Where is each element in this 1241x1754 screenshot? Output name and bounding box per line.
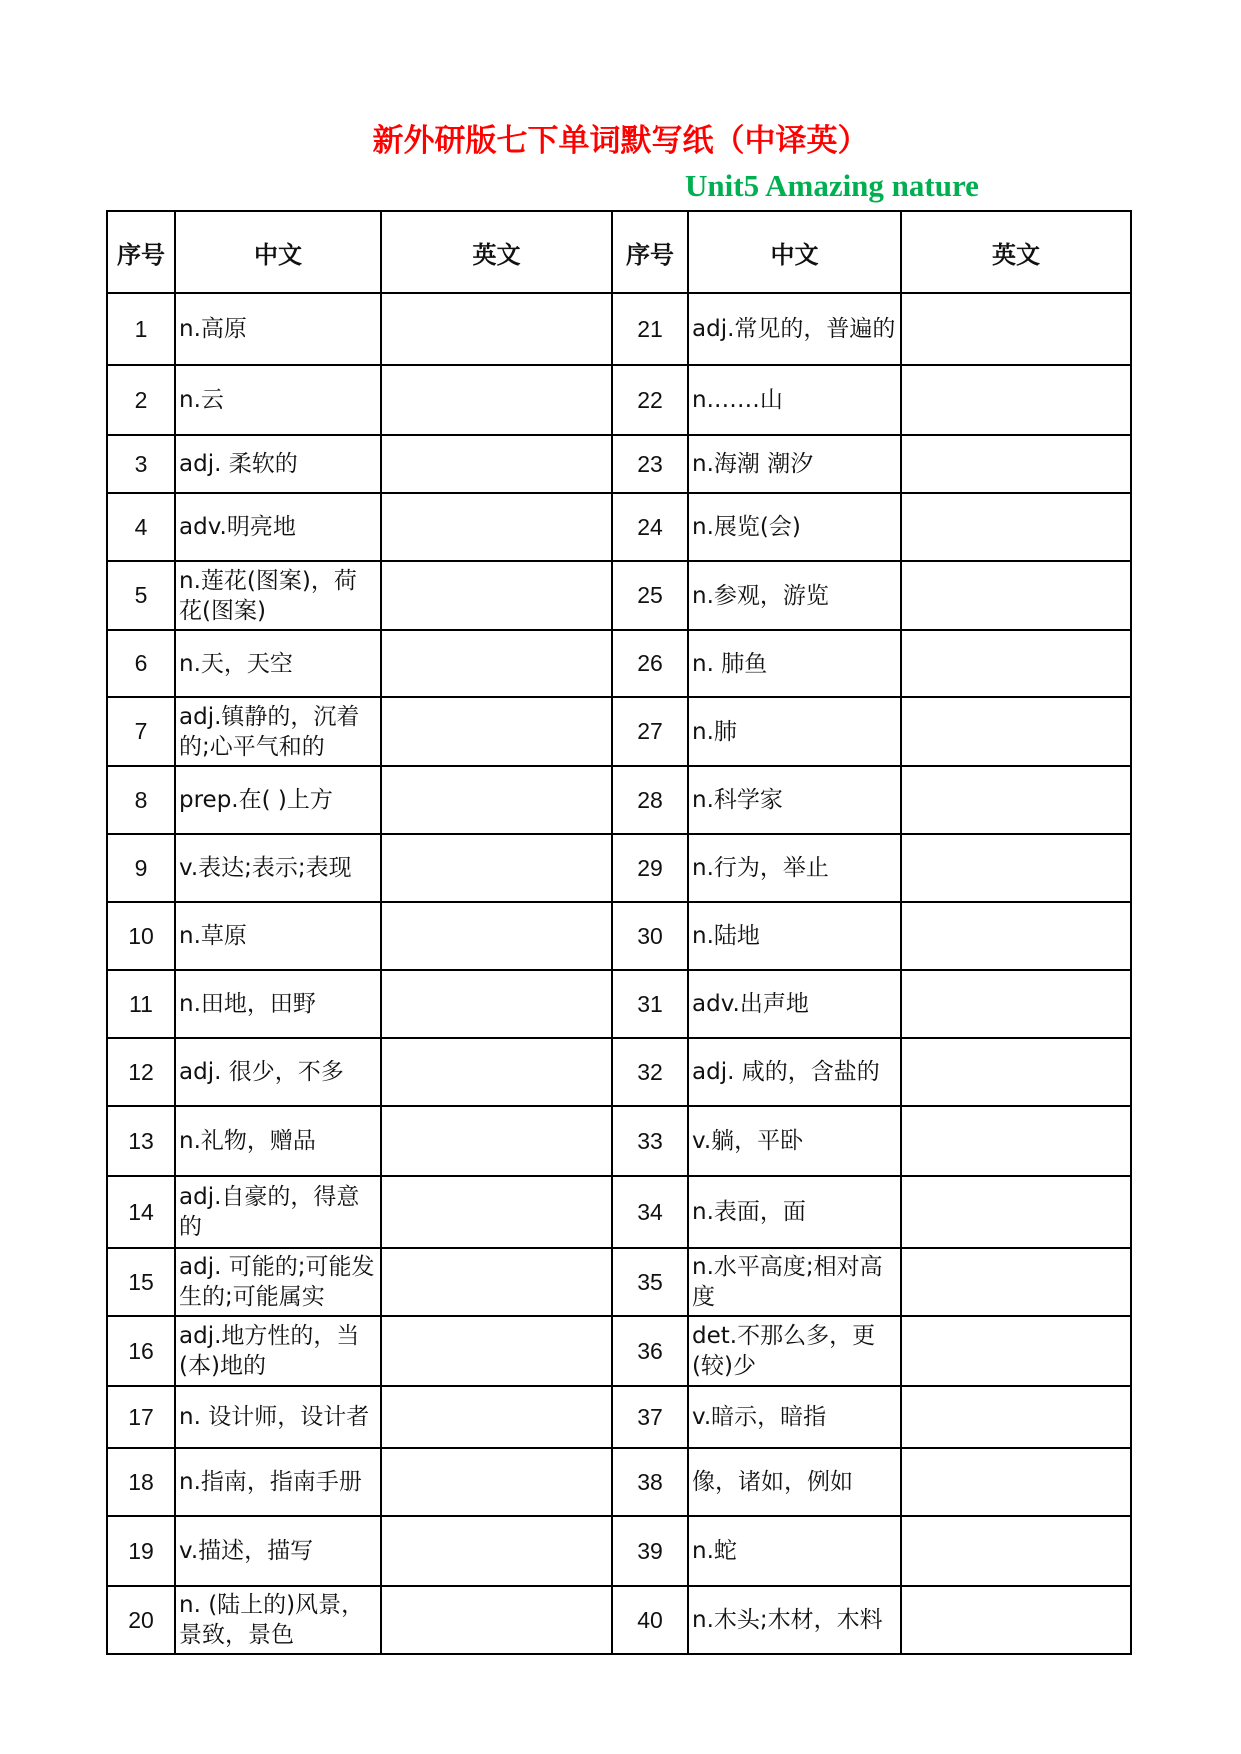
chinese-meaning-right-cell (688, 1516, 901, 1586)
row-number-right: 24 (612, 493, 688, 561)
chinese-meaning-cell (175, 435, 381, 493)
row-number-right: 22 (612, 365, 688, 435)
chinese-meaning-right-cell (688, 561, 901, 630)
row-number: 5 (107, 561, 175, 630)
chinese-meaning-cell (175, 1176, 381, 1248)
row-number: 11 (107, 970, 175, 1038)
chinese-meaning-cell (175, 1316, 381, 1386)
vocabulary-table (106, 210, 1132, 1655)
chinese-meaning-right-cell (688, 1106, 901, 1176)
header-number: 序号 (107, 211, 175, 293)
chinese-meaning-right: n.表面，面 (692, 1199, 806, 1225)
table-row (107, 834, 1131, 902)
chinese-meaning: n.指南，指南手册 (179, 1469, 362, 1495)
row-number: 18 (107, 1448, 175, 1516)
english-answer-cell[interactable] (381, 1586, 612, 1654)
chinese-meaning-cell (175, 1586, 381, 1654)
header-number-right: 序号 (612, 211, 688, 293)
english-answer-cell[interactable] (381, 1248, 612, 1316)
page-title: 新外研版七下单词默写纸（中译英） (372, 123, 869, 159)
chinese-meaning-right: n.行为，举止 (692, 855, 829, 881)
chinese-meaning: n.天，天空 (179, 650, 293, 677)
chinese-meaning: prep.在( )上方 (179, 787, 333, 813)
chinese-meaning-right-cell (688, 1038, 901, 1106)
table-row (107, 1248, 1131, 1316)
row-number: 17 (107, 1386, 175, 1448)
row-number: 16 (107, 1316, 175, 1386)
english-answer-cell-right[interactable] (901, 1248, 1131, 1316)
table-row (107, 1316, 1131, 1386)
row-number-right: 40 (612, 1586, 688, 1654)
english-answer-cell-right[interactable] (901, 1516, 1131, 1586)
chinese-meaning-right: n.木头;木材，木料 (692, 1607, 883, 1633)
english-answer-cell[interactable] (381, 293, 612, 365)
row-number-right: 39 (612, 1516, 688, 1586)
chinese-meaning: n.草原 (179, 923, 247, 949)
english-answer-cell[interactable] (381, 493, 612, 561)
row-number-right: 25 (612, 561, 688, 630)
table-row (107, 697, 1131, 766)
chinese-meaning-right: n.海潮 潮汐 (692, 451, 814, 477)
row-number: 2 (107, 365, 175, 435)
english-answer-cell[interactable] (381, 1038, 612, 1106)
english-answer-cell[interactable] (381, 1106, 612, 1176)
chinese-meaning-right: v.躺，平卧 (692, 1128, 804, 1154)
table-row (107, 435, 1131, 493)
row-number-right: 37 (612, 1386, 688, 1448)
chinese-meaning-right-cell (688, 766, 901, 834)
table-row (107, 630, 1131, 697)
english-answer-cell-right[interactable] (901, 766, 1131, 834)
chinese-meaning-cell (175, 697, 381, 766)
english-answer-cell[interactable] (381, 365, 612, 435)
table-row (107, 902, 1131, 970)
english-answer-cell[interactable] (381, 1448, 612, 1516)
chinese-meaning-right-cell (688, 1448, 901, 1516)
row-number: 12 (107, 1038, 175, 1106)
row-number-right: 33 (612, 1106, 688, 1176)
chinese-meaning-right: v.暗示，暗指 (692, 1404, 827, 1430)
table-row (107, 1586, 1131, 1654)
chinese-meaning-right: 像，诸如，例如 (692, 1469, 853, 1495)
chinese-meaning: n.云 (179, 387, 224, 413)
chinese-meaning: adv.明亮地 (179, 514, 296, 540)
chinese-meaning-cell (175, 1516, 381, 1586)
english-answer-cell-right[interactable] (901, 365, 1131, 435)
row-number: 7 (107, 697, 175, 766)
table-row (107, 766, 1131, 834)
chinese-meaning-right: n.肺 (692, 718, 737, 745)
chinese-meaning: n. 设计师，设计者 (179, 1404, 370, 1430)
english-answer-cell[interactable] (381, 1386, 612, 1448)
english-answer-cell-right[interactable] (901, 1448, 1131, 1516)
chinese-meaning: n. (陆上的)风景，景致，景色 (179, 1592, 365, 1648)
table-row (107, 1106, 1131, 1176)
unit-subtitle: Unit5 Amazing nature (685, 168, 979, 203)
english-answer-cell-right[interactable] (901, 630, 1131, 697)
chinese-meaning-right: adv.出声地 (692, 991, 809, 1017)
chinese-meaning-cell (175, 1038, 381, 1106)
chinese-meaning: adj. 可能的;可能发生的;可能属实 (179, 1254, 375, 1310)
chinese-meaning-cell (175, 493, 381, 561)
chinese-meaning-right: n.蛇 (692, 1538, 737, 1564)
chinese-meaning: n.高原 (179, 316, 247, 342)
chinese-meaning-cell (175, 1248, 381, 1316)
table-row (107, 1386, 1131, 1448)
row-number: 1 (107, 293, 175, 365)
chinese-meaning-right: n.科学家 (692, 787, 783, 813)
chinese-meaning: n.莲花(图案)，荷花(图案) (179, 567, 357, 624)
table-row (107, 1038, 1131, 1106)
english-answer-cell[interactable] (381, 902, 612, 970)
english-answer-cell[interactable] (381, 561, 612, 630)
english-answer-cell[interactable] (381, 1516, 612, 1586)
header-chinese-right: 中文 (688, 211, 901, 293)
row-number: 20 (107, 1586, 175, 1654)
english-answer-cell[interactable] (381, 1176, 612, 1248)
header-english: 英文 (381, 211, 612, 293)
chinese-meaning-right: n.……山 (692, 387, 783, 413)
english-answer-cell-right[interactable] (901, 970, 1131, 1038)
chinese-meaning: v.描述，描写 (179, 1538, 314, 1564)
chinese-meaning-right: n.陆地 (692, 923, 760, 949)
chinese-meaning-right-cell (688, 834, 901, 902)
table-body (107, 293, 1131, 1654)
row-number-right: 30 (612, 902, 688, 970)
english-answer-cell-right[interactable] (901, 561, 1131, 630)
table-row (107, 493, 1131, 561)
chinese-meaning-right-cell (688, 1586, 901, 1654)
chinese-meaning-right: n. 肺鱼 (692, 650, 768, 677)
chinese-meaning-right-cell (688, 630, 901, 697)
chinese-meaning-cell (175, 561, 381, 630)
chinese-meaning: adj.自豪的，得意的 (179, 1184, 360, 1240)
row-number-right: 32 (612, 1038, 688, 1106)
row-number: 9 (107, 834, 175, 902)
chinese-meaning-right-cell (688, 1248, 901, 1316)
table-row (107, 1448, 1131, 1516)
english-answer-cell[interactable] (381, 435, 612, 493)
row-number: 4 (107, 493, 175, 561)
row-number: 19 (107, 1516, 175, 1586)
row-number-right: 31 (612, 970, 688, 1038)
chinese-meaning-right: n.展览(会) (692, 514, 801, 540)
english-answer-cell-right[interactable] (901, 493, 1131, 561)
english-answer-cell-right[interactable] (901, 1176, 1131, 1248)
row-number: 8 (107, 766, 175, 834)
chinese-meaning-cell (175, 630, 381, 697)
english-answer-cell-right[interactable] (901, 1386, 1131, 1448)
chinese-meaning-cell (175, 1386, 381, 1448)
chinese-meaning-cell (175, 902, 381, 970)
chinese-meaning-right-cell (688, 493, 901, 561)
chinese-meaning: v.表达;表示;表现 (179, 855, 352, 881)
chinese-meaning-cell (175, 365, 381, 435)
chinese-meaning-right: adj. 咸的，含盐的 (692, 1059, 880, 1085)
english-answer-cell-right[interactable] (901, 1316, 1131, 1386)
english-answer-cell[interactable] (381, 970, 612, 1038)
row-number: 15 (107, 1248, 175, 1316)
chinese-meaning-cell (175, 970, 381, 1038)
chinese-meaning: adj. 柔软的 (179, 451, 298, 477)
chinese-meaning-cell (175, 1106, 381, 1176)
chinese-meaning-right-cell (688, 1176, 901, 1248)
chinese-meaning-right: adj.常见的，普遍的 (692, 316, 896, 342)
table-row (107, 561, 1131, 630)
row-number-right: 26 (612, 630, 688, 697)
chinese-meaning-right-cell (688, 970, 901, 1038)
chinese-meaning: adj.地方性的，当(本)地的 (179, 1323, 360, 1379)
row-number-right: 36 (612, 1316, 688, 1386)
english-answer-cell-right[interactable] (901, 1038, 1131, 1106)
chinese-meaning-right-cell (688, 697, 901, 766)
table-row (107, 1176, 1131, 1248)
row-number: 6 (107, 630, 175, 697)
row-number-right: 28 (612, 766, 688, 834)
table-header-row (107, 211, 1131, 293)
english-answer-cell[interactable] (381, 1316, 612, 1386)
table-row (107, 1516, 1131, 1586)
english-answer-cell-right[interactable] (901, 697, 1131, 766)
chinese-meaning-cell (175, 834, 381, 902)
chinese-meaning-right-cell (688, 365, 901, 435)
row-number: 14 (107, 1176, 175, 1248)
chinese-meaning-right: n.参观，游览 (692, 582, 829, 609)
chinese-meaning-right-cell (688, 1386, 901, 1448)
header-chinese: 中文 (175, 211, 381, 293)
table-row (107, 365, 1131, 435)
row-number: 3 (107, 435, 175, 493)
chinese-meaning-right: n.水平高度;相对高度 (692, 1254, 883, 1310)
table-row (107, 970, 1131, 1038)
english-answer-cell[interactable] (381, 834, 612, 902)
english-answer-cell-right[interactable] (901, 293, 1131, 365)
row-number-right: 29 (612, 834, 688, 902)
english-answer-cell-right[interactable] (901, 834, 1131, 902)
chinese-meaning: n.田地，田野 (179, 991, 316, 1017)
english-answer-cell-right[interactable] (901, 1586, 1131, 1654)
table-row (107, 293, 1131, 365)
chinese-meaning-right: det.不那么多，更(较)少 (692, 1323, 876, 1379)
row-number-right: 27 (612, 697, 688, 766)
english-answer-cell-right[interactable] (901, 435, 1131, 493)
row-number: 10 (107, 902, 175, 970)
english-answer-cell[interactable] (381, 697, 612, 766)
chinese-meaning-cell (175, 1448, 381, 1516)
english-answer-cell-right[interactable] (901, 902, 1131, 970)
chinese-meaning-right-cell (688, 1316, 901, 1386)
row-number-right: 23 (612, 435, 688, 493)
row-number-right: 35 (612, 1248, 688, 1316)
row-number-right: 34 (612, 1176, 688, 1248)
chinese-meaning: adj.镇静的，沉着的;心平气和的 (179, 703, 360, 760)
english-answer-cell[interactable] (381, 766, 612, 834)
chinese-meaning: n.礼物，赠品 (179, 1128, 316, 1154)
chinese-meaning: adj. 很少，不多 (179, 1059, 344, 1085)
chinese-meaning-cell (175, 293, 381, 365)
chinese-meaning-right-cell (688, 293, 901, 365)
row-number-right: 21 (612, 293, 688, 365)
english-answer-cell[interactable] (381, 630, 612, 697)
chinese-meaning-cell (175, 766, 381, 834)
header-english-right: 英文 (901, 211, 1131, 293)
chinese-meaning-right-cell (688, 902, 901, 970)
english-answer-cell-right[interactable] (901, 1106, 1131, 1176)
chinese-meaning-right-cell (688, 435, 901, 493)
row-number: 13 (107, 1106, 175, 1176)
row-number-right: 38 (612, 1448, 688, 1516)
